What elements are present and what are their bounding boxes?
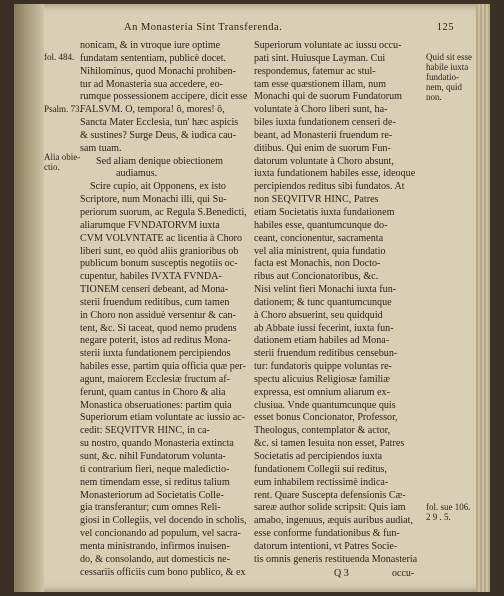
text-line: ribus aut Concionatoribus, &c. xyxy=(254,271,379,283)
text-line: giosi in Collegiis, vel docendo in scholis, xyxy=(80,515,247,527)
text-line: tis omnis generis restituenda Monasteria xyxy=(254,553,418,565)
text-line: amabo, ingenuus, æquis auribus audiat, xyxy=(254,515,413,527)
text-line: non SEQVITVR HINC, Patres xyxy=(254,194,379,206)
margin-note-left-1: fol. 484. xyxy=(44,52,75,62)
text-line: &c. si tamen Iesuita non esset, Patres xyxy=(254,438,405,450)
text-line: spectu alicuius Religiosæ familiæ xyxy=(254,373,390,385)
signature-mark: Q 3 xyxy=(334,568,349,579)
text-line: menta ministrando, infirmos inuisen- xyxy=(80,540,230,552)
text-line: pati sint. Huiusque Layman. Cui xyxy=(254,52,386,64)
page-edge xyxy=(476,4,490,592)
text-line: tur: fundatoris quippe voluntas re- xyxy=(254,361,392,373)
text-line: habiles esse, partim quia officia quæ per- xyxy=(80,361,246,373)
text-line: à Choro absuerint, seu quidquid xyxy=(254,309,383,321)
running-title: An Monasteria Sint Transferenda. xyxy=(124,22,283,33)
text-line: sareæ author solide scripsit: Quis iam xyxy=(254,502,406,514)
text-line: fundatam sententiam, publicè docet. xyxy=(80,52,227,64)
left-text-column xyxy=(80,40,248,579)
text-line: Nihilominus, quod Monachi prohiben- xyxy=(80,65,236,77)
text-line: Scire cupio, ait Opponens, ex isto xyxy=(90,181,226,193)
text-line: Nisi velint fieri Monachi iuxta fun- xyxy=(254,284,397,296)
margin-ref-right-1: fol. sue 106. xyxy=(426,502,471,512)
text-line: ti contrarium fieri, neque maledictio- xyxy=(80,463,230,475)
text-line: iuxta fundationem habiles esse, ideoque xyxy=(254,168,416,180)
text-line: esse conforme fundationibus & fun- xyxy=(254,528,400,540)
text-line: biles iuxta fundationem censeri de- xyxy=(254,117,396,129)
margin-note-right-4: nem, quid xyxy=(426,82,462,92)
page-number: 125 xyxy=(436,22,454,33)
text-line: nem timendam esse, si reditus talium xyxy=(80,476,230,488)
text-line: expressa, est omnium aliarum ex- xyxy=(254,386,390,398)
text-line: negare poterit, istos ad reditus Mona- xyxy=(80,335,231,347)
text-line: tam esse quæstionem illam, num xyxy=(254,78,387,90)
text-line: voluntate à Choro liberi sunt, ha- xyxy=(254,104,388,116)
margin-ref-right-2: 2 9 . 5. xyxy=(426,512,451,522)
text-line: vel alia ministrent, quia fundatio xyxy=(254,245,386,257)
text-line: facta est Monachis, non Docto- xyxy=(254,258,381,270)
text-line: nonicam, & in vtroque iure optime xyxy=(80,40,221,51)
text-line: rent. Quare Suscepta defensionis Cæ- xyxy=(254,489,406,501)
margin-note-left-4: ctio. xyxy=(44,162,60,172)
text-line: beant, ad Monasterii fruendum re- xyxy=(254,129,393,141)
text-line: TIONEM censeri debeant, ad Mona- xyxy=(80,284,229,296)
text-line: Monasteriorum ad Societatis Colle- xyxy=(80,489,224,501)
text-line: gia transferantur; cum omnes Reli- xyxy=(80,502,221,514)
book-page xyxy=(14,4,490,592)
text-line: sterii fruendum reditibus censebun- xyxy=(254,348,398,360)
text-line: publicum bonum susceptis negotiis oc- xyxy=(80,258,238,270)
text-line: tur ad Monasteria sua accedere, eo- xyxy=(80,78,223,90)
margin-note-right-1: Quid sit esse xyxy=(426,52,472,62)
text-line: esset bonus Concionator, Professor, xyxy=(254,412,398,424)
text-line: & sustines? Surge Deus, & iudica cau- xyxy=(80,129,236,141)
right-text-column xyxy=(254,40,424,567)
text-line: cupentur, habiles IVXTA FVNDA- xyxy=(80,271,222,283)
catchword: occu- xyxy=(392,568,415,579)
page-gutter xyxy=(14,4,44,592)
text-line: fundationem Collegii sui reditus, xyxy=(254,463,387,475)
text-line: sunt, &c. nihil Fundatorum volunta- xyxy=(80,451,226,462)
text-line: CVM VOLVNTATE ac licentia à Choro xyxy=(80,232,243,244)
margin-note-left-2: Psalm. 73. xyxy=(44,104,82,114)
text-line: ditibus. Qui enim de suorum Fun- xyxy=(254,142,391,154)
text-line: sam tuam. xyxy=(80,142,122,154)
text-line: datorum voluntate à Choro absunt, xyxy=(254,155,394,167)
margin-note-right-5: non. xyxy=(426,92,442,102)
text-line: clusiua. Vnde quantumcunque quis xyxy=(254,399,396,411)
margin-note-left-3: Alia obie- xyxy=(44,152,81,162)
text-line: vel concionando ad populum, vel sacra- xyxy=(80,528,241,540)
running-header xyxy=(124,22,454,38)
text-line: Sed aliam denique obiectionem xyxy=(96,155,223,167)
text-line: ceant, concionentur, sacramenta xyxy=(254,232,384,244)
text-line: etiam Societatis iuxta fundationem xyxy=(254,206,395,218)
text-line: Scriptore, num Monachi illi, qui Su- xyxy=(80,194,227,206)
text-line: cedit: SEQVITVR HINC, in ca- xyxy=(80,425,210,437)
text-line: Theologus, contemplator & actor, xyxy=(254,425,391,437)
text-line: datorum intentioni, vt Patres Socie- xyxy=(254,540,398,552)
text-line: dationem; & tunc quantumcunque xyxy=(254,296,392,308)
text-line: do, & consolando, aut domesticis ne- xyxy=(80,553,230,565)
text-line: Superiorum etiam voluntate ac iussio ac- xyxy=(80,412,246,424)
text-line: percipiendos reditus sibi fundatos. At xyxy=(254,181,405,193)
text-line: su nostro, quando Monasteria extincta xyxy=(80,438,234,450)
text-line: habiles esse, quantumcunque do- xyxy=(254,219,388,231)
text-line: respondemus, fatemur ac stul- xyxy=(254,65,376,77)
text-line: ferunt, quam cantus in Choro & alia xyxy=(80,386,226,398)
text-line: audiamus. xyxy=(116,168,158,180)
text-line: periorum suorum, ac Regula S.Benedicti, xyxy=(80,206,247,218)
text-line: in Choro non assiduè versentur & can- xyxy=(80,309,236,321)
text-line: agunt, maiorem Ecclesiæ fructum af- xyxy=(80,373,230,385)
text-line: Superiorum voluntate ac iussu occu- xyxy=(254,40,402,51)
text-line: rumque possessionem accipere, dicit esse xyxy=(80,91,248,103)
text-line: eum inhabilem rectissimè indica- xyxy=(254,476,389,488)
margin-note-right-2: habile iuxta xyxy=(426,62,469,72)
text-line: cessariis officiis cum bono publico, & ex xyxy=(80,566,246,578)
text-line: Monastica obseruationes: partim quia xyxy=(80,399,232,411)
text-line: Sancta Mater Ecclesia, tun' hæc aspicis xyxy=(80,117,239,129)
text-line: ab Abbate iussi fecerint, iuxta fun- xyxy=(254,322,394,334)
text-line: aliarumque FVNDATORVM iuxta xyxy=(80,219,220,231)
text-line: dationem etiam habiles ad Mona- xyxy=(254,335,390,347)
text-line: Monachi qui de suorum Fundatorum xyxy=(254,91,403,103)
text-line: Societatis ad percipiendos iuxta xyxy=(254,451,383,462)
text-line: liberi sunt, eo quòd aliis granioribus ob xyxy=(80,245,239,257)
text-line: sterii iuxta fundationem percipiendos xyxy=(80,348,231,360)
text-line: tent, &c. Si taceat, quod nemo prudens xyxy=(80,322,237,334)
text-line: FALSVM. O, tempora! ô, mores! ô, xyxy=(80,104,225,116)
margin-note-right-3: fundatio- xyxy=(426,72,459,82)
text-line: sterii fruendum reditibus, cum tamen xyxy=(80,296,230,308)
